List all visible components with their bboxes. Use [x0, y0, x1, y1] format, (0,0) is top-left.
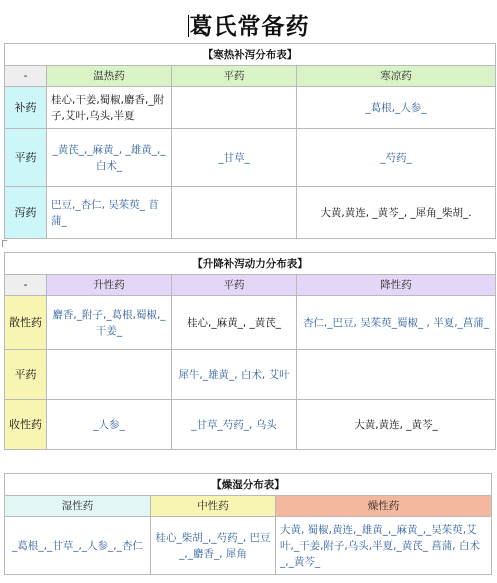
- col-header-warm: 温热药: [47, 66, 172, 87]
- table-up-down: [4, 252, 496, 450]
- table-cell: _芍药_: [297, 129, 496, 187]
- table-cell: _葛根_,_甘草_,_人参_,_杏仁: [5, 517, 151, 575]
- table-cell: 桂心_柴胡_,_芍药_, 巴豆_,_麝香_, 犀角: [151, 517, 276, 575]
- table-cell: _葛根,_人参_: [297, 87, 496, 129]
- table-caption: 【燥湿分布表】: [5, 474, 492, 496]
- table-cell: _黄芪_,_麻黄_, _雄黄_,_白术_: [47, 129, 172, 187]
- table-cell: 大黄,黄连, _黄芩_, _犀角_柴胡_.: [297, 187, 496, 239]
- table-cell: 麝香,_附子,_葛根,蜀椒,_干姜_: [47, 296, 172, 350]
- table-caption: 【升降补泻动力分布表】: [5, 253, 496, 275]
- table-cell: 犀牛,_雄黄_, 白术, 艾叶: [172, 350, 297, 400]
- table-cell: _甘草_: [172, 129, 297, 187]
- table-cell: 杏仁,_巴豆, 吴茱萸_蜀椒_ , 半夏,_菖蒲_: [297, 296, 496, 350]
- col-header-cold: 寒凉药: [297, 66, 496, 87]
- table-cell: [297, 350, 496, 400]
- col-header-dry: 燥性药: [276, 496, 492, 517]
- table-dry-wet: [4, 473, 492, 575]
- col-header-neutral: 平药: [172, 66, 297, 87]
- row-header: 补药: [5, 87, 47, 129]
- table-cell: [47, 350, 172, 400]
- row-header: 收性药: [5, 400, 47, 450]
- table-hot-cold: [4, 43, 496, 239]
- corner-cell: -: [5, 66, 47, 87]
- table-cell: _人参_: [47, 400, 172, 450]
- row-header: 散性药: [5, 296, 47, 350]
- col-header-up: 升性药: [47, 275, 172, 296]
- text-cursor: [188, 15, 189, 37]
- table-cell: [172, 187, 297, 239]
- corner-cell: -: [5, 275, 47, 296]
- table-cell: 桂心,干姜,蜀椒,麝香,_附子,艾叶,乌头,半夏: [47, 87, 172, 129]
- col-header-mid: 中性药: [151, 496, 276, 517]
- table-caption: 【寒热补泻分布表】: [5, 44, 496, 66]
- col-header-neutral: 平药: [172, 275, 297, 296]
- doc-title-text: 葛氏常备药: [189, 14, 310, 40]
- table-cell: 大黄, 蜀椒,黄连,_雄黄_,_麻黄_,_吴茱萸,艾叶,_干姜,附子,乌头,半夏,_黄芪_ 菖蒲, 白术_,_黄芩_: [276, 517, 492, 575]
- row-header: 平药: [5, 129, 47, 187]
- table-cell: _甘草_芍药_, 乌头: [172, 400, 297, 450]
- doc-title: [0, 8, 497, 41]
- col-header-wet: 湿性药: [5, 496, 151, 517]
- table-cell: 桂心,_麻黄_, _黄芪_: [172, 296, 297, 350]
- row-header: 平药: [5, 350, 47, 400]
- table-cell: 大黄,黄连, _黄芩_: [297, 400, 496, 450]
- col-header-down: 降性药: [297, 275, 496, 296]
- table-cell: 巴豆,_杏仁, 吴茱萸_ 苜蒲_: [47, 187, 172, 239]
- table-cell: [172, 87, 297, 129]
- text-boundary-mark: [2, 240, 7, 247]
- row-header: 泻药: [5, 187, 47, 239]
